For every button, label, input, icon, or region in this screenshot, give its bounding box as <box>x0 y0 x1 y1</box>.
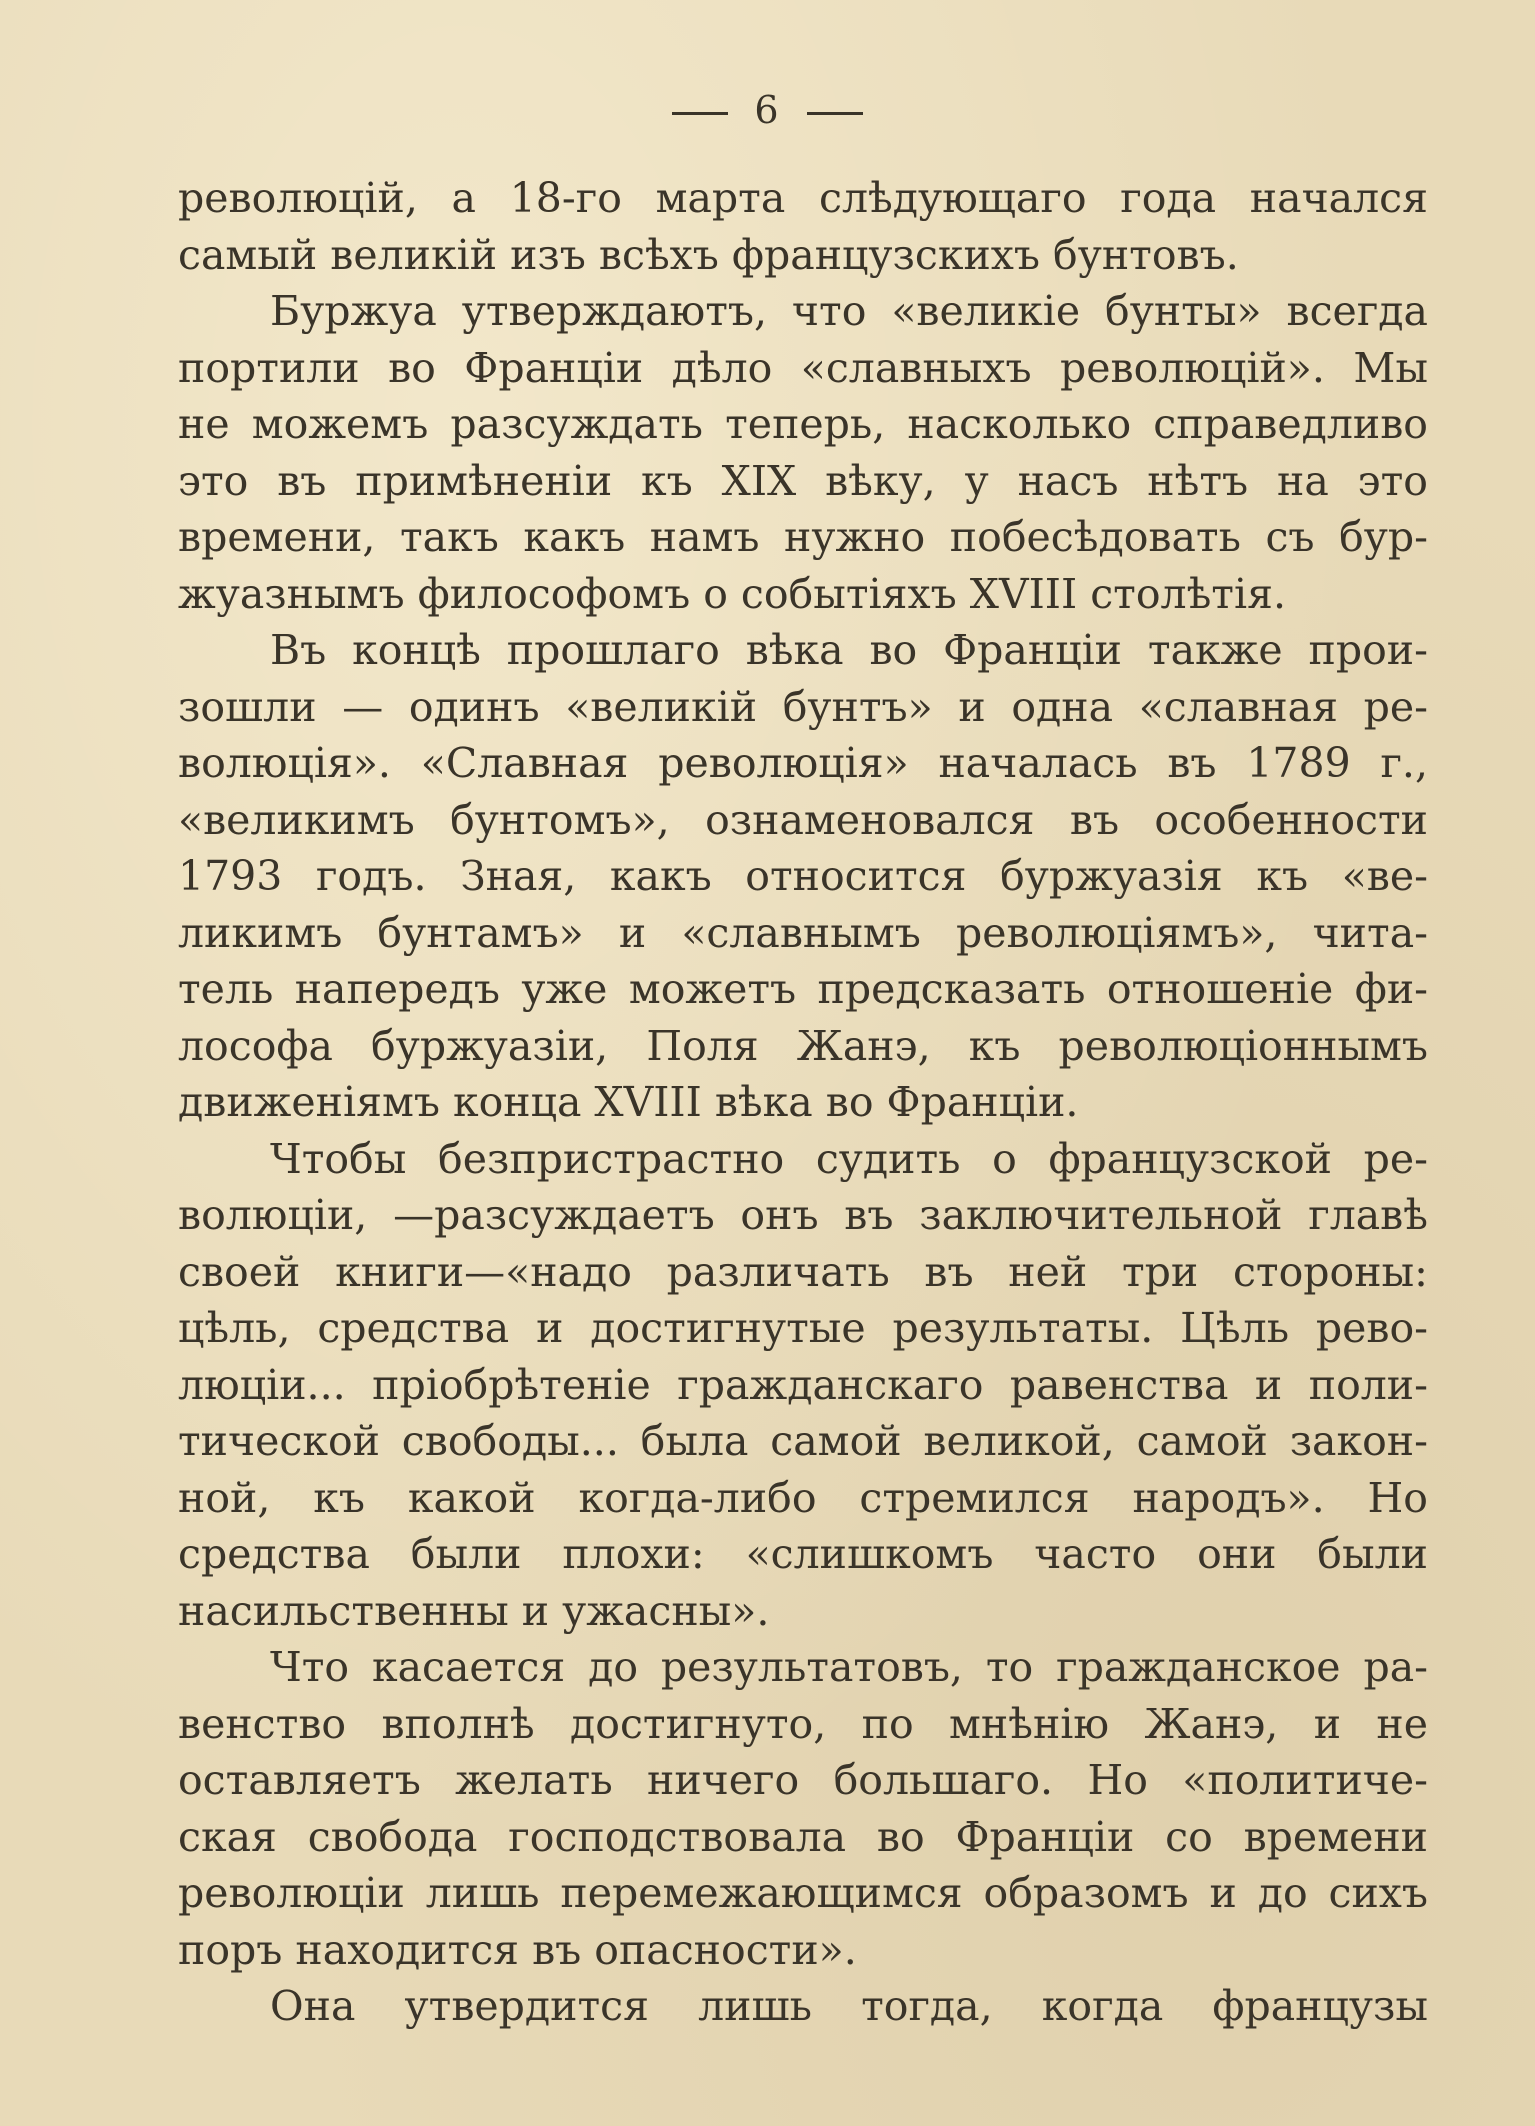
text-line: насильственны и ужасны». <box>178 1586 770 1635</box>
text-line: движеніямъ конца XVIII вѣка во Франціи. <box>178 1078 1079 1126</box>
text-line: 1793 годъ. Зная, какъ относится буржуазія къ «ве- <box>178 852 1428 900</box>
text-line: своей книги—«надо различать въ ней три стороны: <box>178 1247 1428 1296</box>
text-line: средства были плохи: «слишкомъ часто они были <box>178 1530 1428 1578</box>
text-line: волюція». «Славная революція» началась въ 1789 г., <box>178 739 1428 787</box>
text-line: оставляетъ желать ничего большаго. Но «политиче- <box>178 1756 1428 1804</box>
page-number-header <box>0 88 1535 132</box>
text-line: тель напередъ уже можетъ предсказать отношеніе фи- <box>178 965 1428 1013</box>
text-line: Буржуа утверждаютъ, что «великіе бунты» всегда <box>270 287 1428 335</box>
text-line: люціи... пріобрѣтеніе гражданскаго равенства и поли- <box>178 1360 1428 1409</box>
text-line: волюціи, —разсуждаетъ онъ въ заключительной главѣ <box>178 1191 1428 1239</box>
body-text <box>178 170 1428 2035</box>
text-line: времени, такъ какъ намъ нужно побесѣдовать съ бур- <box>178 513 1428 561</box>
text-line: ликимъ бунтамъ» и «славнымъ революціямъ», чита- <box>178 908 1428 957</box>
text-line: венство вполнѣ достигнуто, по мнѣнію Жанэ, и не <box>178 1699 1428 1748</box>
text-line: Она утвердится лишь тогда, когда французы <box>270 1982 1428 2030</box>
page-number: 6 <box>754 88 781 132</box>
text-line: цѣль, средства и достигнутые результаты. Цѣль рево- <box>178 1304 1428 1352</box>
text-line: революціи лишь перемежающимся образомъ и до сихъ <box>178 1869 1428 1917</box>
text-line: «великимъ бунтомъ», ознаменовался въ особенности <box>178 795 1428 844</box>
text-line: самый великій изъ всѣхъ французскихъ бунтовъ. <box>178 230 1239 279</box>
left-dash <box>672 112 728 115</box>
right-dash <box>807 112 863 115</box>
text-line: Въ концѣ прошлаго вѣка во Франціи также прои- <box>270 626 1428 674</box>
text-line: ская свобода господствовала во Франціи со времени <box>178 1812 1428 1861</box>
text-line: это въ примѣненіи къ XIX вѣку, у насъ нѣтъ на это <box>178 456 1428 505</box>
text-line: жуазнымъ философомъ о событіяхъ XVIII столѣтія. <box>178 569 1286 618</box>
text-line: поръ находится въ опасности». <box>178 1925 857 1974</box>
text-line: Что касается до результатовъ, то гражданское ра- <box>270 1643 1428 1691</box>
text-line: тической свободы... была самой великой, самой закон- <box>178 1417 1428 1465</box>
text-line: Чтобы безпристрастно судить о французской ре- <box>270 1134 1428 1183</box>
text-line: не можемъ разсуждать теперь, насколько справедливо <box>178 400 1428 448</box>
text-line: зошли — одинъ «великій бунтъ» и одна «славная ре- <box>178 682 1428 731</box>
text-line: лософа буржуазіи, Поля Жанэ, къ революціоннымъ <box>178 1021 1428 1070</box>
text-line: портили во Франціи дѣло «славныхъ революцій». Мы <box>178 343 1428 392</box>
text-line: ной, къ какой когда-либо стремился народъ». Но <box>178 1473 1428 1522</box>
text-line: революцій, а 18-го марта слѣдующаго года начался <box>178 174 1428 222</box>
